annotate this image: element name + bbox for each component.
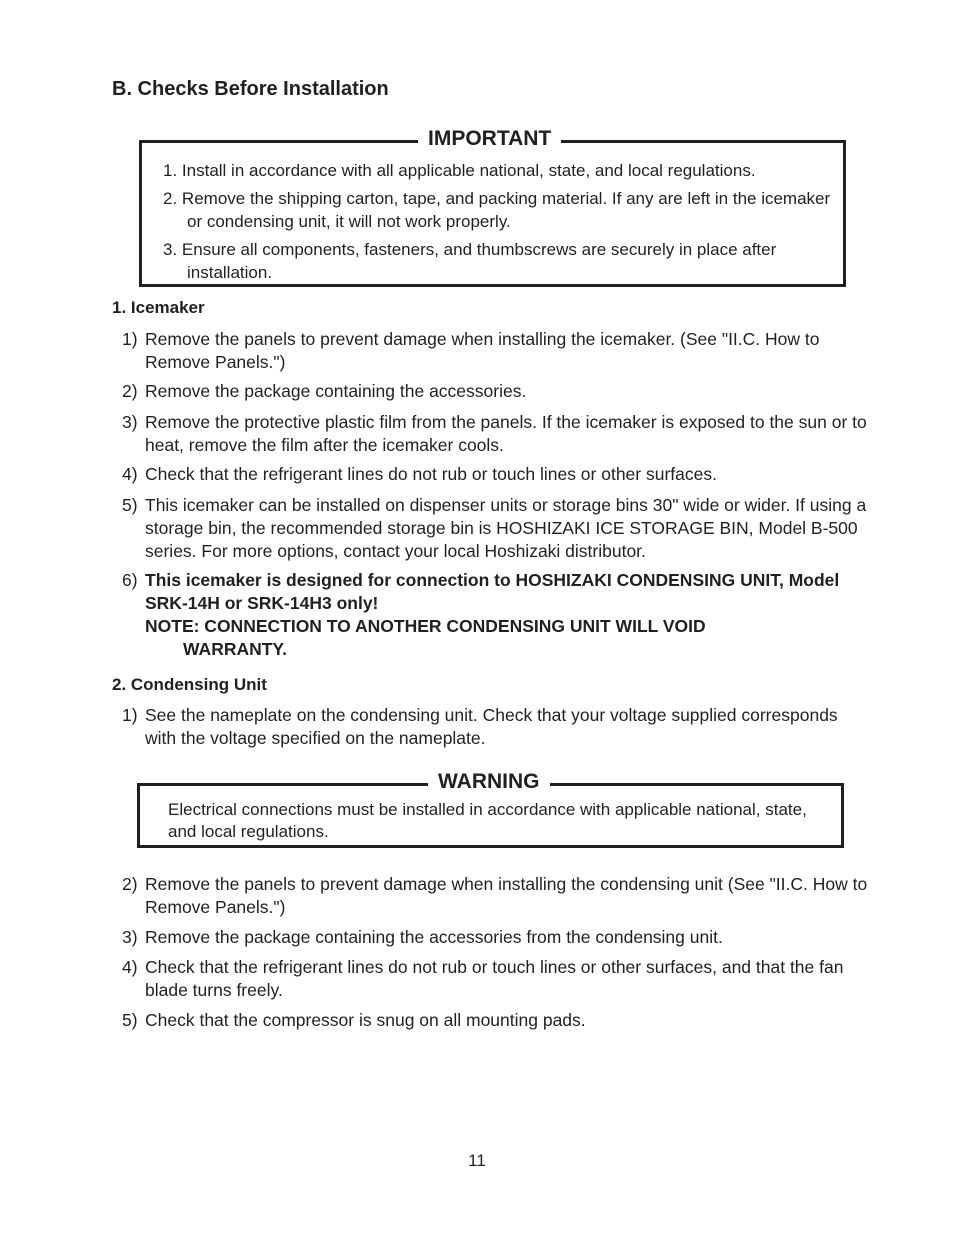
- important-list: [163, 159, 833, 289]
- list-item: 5) Check that the compressor is snug on all mounting pads.: [122, 1010, 586, 1030]
- list-item: 2) Remove the panels to prevent damage when installing the condensing unit (See "II.C. How to Remove Panels."): [122, 874, 868, 917]
- warning-box: [137, 770, 844, 848]
- list-item: 5) This icemaker can be installed on dispenser units or storage bins 30" wide or wider. If using a storage bin, the recommended storage bin is HOSHIZAKI ICE STORAGE BIN, Model B-500 series. For more options, contact your local Hoshizaki distributor.: [122, 495, 867, 561]
- list-item: 2) Remove the package containing the accessories.: [122, 381, 527, 401]
- list-item: 3) Remove the package containing the accessories from the condensing unit.: [122, 927, 723, 947]
- connection-requirement: This icemaker is designed for connection to HOSHIZAKI CONDENSING UNIT, Model SRK-14H or SRK-14H3 only!: [145, 570, 840, 613]
- important-item: 2. Remove the shipping carton, tape, and packing material. If any are left in the icemaker or condensing unit, it will not work properly.: [163, 189, 831, 231]
- icemaker-heading: 1. Icemaker: [112, 298, 205, 317]
- important-label: IMPORTANT: [418, 126, 561, 152]
- list-item: 4) Check that the refrigerant lines do not rub or touch lines or other surfaces.: [122, 464, 717, 484]
- list-item: 1) See the nameplate on the condensing unit. Check that your voltage supplied corresponds with the voltage specified on the nameplate.: [122, 705, 838, 748]
- list-item: 4) Check that the refrigerant lines do not rub or touch lines or other surfaces, and that the fan blade turns freely.: [122, 957, 844, 1000]
- list-item: 1) Remove the panels to prevent damage when installing the icemaker. (See "II.C. How to Remove Panels."): [122, 329, 820, 372]
- important-item: 3. Ensure all components, fasteners, and thumbscrews are securely in place after installation.: [163, 240, 777, 282]
- condensing-heading: 2. Condensing Unit: [112, 675, 267, 694]
- warning-text: Electrical connections must be installed in accordance with applicable national, state, and local regulations.: [168, 800, 807, 841]
- note-line-continued: WARRANTY.: [183, 639, 288, 659]
- important-box: [139, 127, 846, 287]
- important-item: 1. Install in accordance with all applicable national, state, and local regulations.: [163, 161, 756, 180]
- section-title: B. Checks Before Installation: [112, 78, 389, 100]
- note-line: NOTE: CONNECTION TO ANOTHER CONDENSING UNIT WILL VOID: [145, 616, 706, 636]
- list-item-connection-note: 6) This icemaker is designed for connection to HOSHIZAKI CONDENSING UNIT, Model SRK-14H or SRK-14H3 only! NOTE: CONNECTION TO ANOTHER CONDENSING UNIT WILL VOID WARRANTY.: [122, 569, 870, 661]
- page-number: 11: [468, 1151, 486, 1170]
- warning-label: WARNING: [428, 769, 550, 795]
- list-item: 3) Remove the protective plastic film from the panels. If the icemaker is exposed to the sun or to heat, remove the film after the icemaker cools.: [122, 412, 867, 455]
